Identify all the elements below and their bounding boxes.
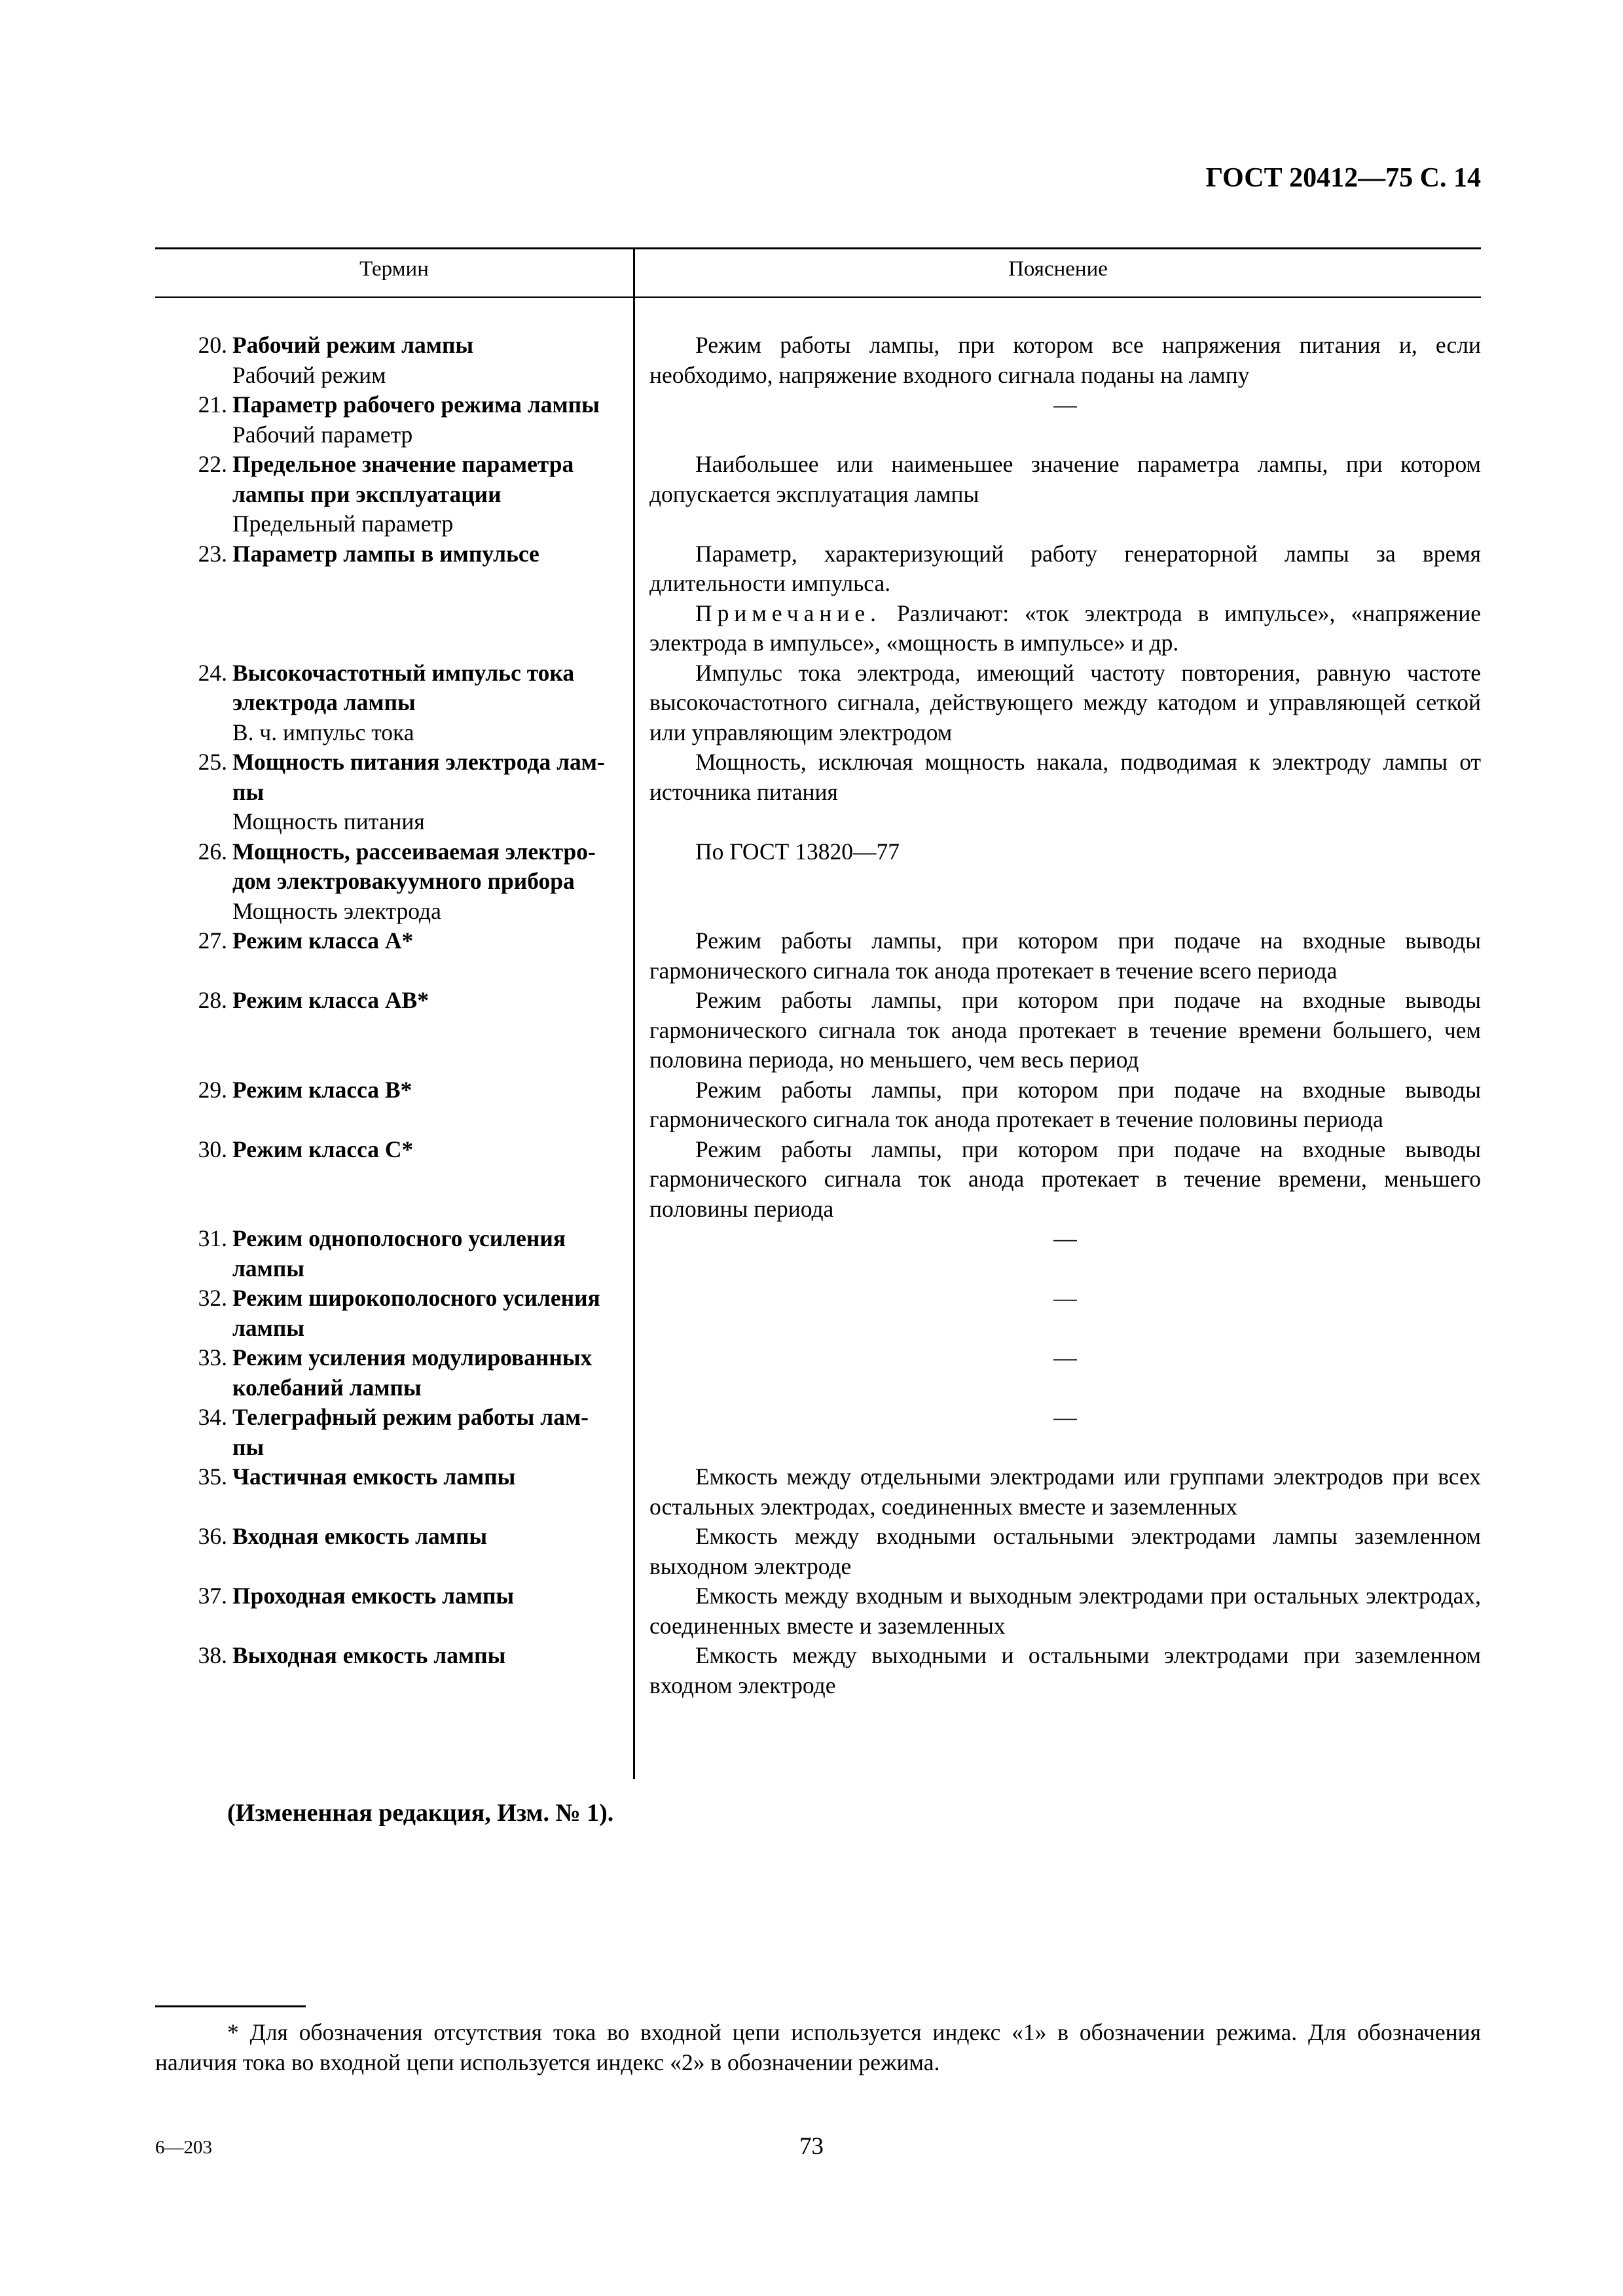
- term-cell: [155, 539, 633, 658]
- term-number: 24.: [198, 659, 227, 686]
- explanation-cell: [633, 1343, 1481, 1403]
- term-number: [185, 778, 232, 808]
- table-row: [155, 1581, 1481, 1641]
- term-line: [185, 1224, 620, 1254]
- table-header: [155, 247, 1481, 298]
- print-code: 6—203: [155, 2137, 212, 2158]
- term-line: [185, 1433, 620, 1463]
- term-line: [185, 1135, 620, 1165]
- term-line: [185, 1314, 620, 1344]
- explanation-text: Режим работы лампы, при котором все напряжения питания и, если необходимо, напряжение входного сигнала поданы на лампу: [649, 332, 1481, 388]
- term-number: [185, 480, 232, 510]
- term-cell: [155, 1522, 633, 1581]
- term-name: Режим класса В*: [232, 1076, 412, 1103]
- term-name: Параметр лампы в импульсе: [232, 540, 539, 567]
- term-name: Режим класса С*: [232, 1136, 414, 1162]
- term-cell: [155, 1462, 633, 1522]
- table-row: [155, 450, 1481, 539]
- term-cell: [155, 1343, 633, 1403]
- term-line: [185, 1075, 620, 1105]
- term-line: [185, 1641, 620, 1671]
- term-name: Входная емкость лампы: [232, 1523, 488, 1549]
- explanation-text: Режим работы лампы, при котором при подаче на входные выводы гармонического сигнала ток анода протекает в течение всего периода: [649, 927, 1481, 984]
- explanation-cell: [633, 539, 1481, 658]
- explanation-cell: [633, 1403, 1481, 1462]
- explanation-text: Мощность, исключая мощность накала, подводимая к электроду лампы от источника питания: [649, 749, 1481, 805]
- footnote: * Для обозначения отсутствия тока во входной цепи используется индекс «1» в обозначении режима. Для обозначения наличия тока во входной цепи используется индекс «2» в обозначении режима.: [155, 2019, 1481, 2075]
- term-line: [185, 926, 620, 956]
- term-line: [185, 450, 620, 480]
- term-number: 34.: [198, 1404, 227, 1430]
- explanation-cell: [633, 1135, 1481, 1225]
- explanation-text: Емкость между входными остальными электродами лампы заземленном выходном электроде: [649, 1523, 1481, 1579]
- term-line: [185, 1254, 620, 1284]
- term-number: 22.: [198, 451, 227, 477]
- note-label: Примечание.: [695, 600, 881, 626]
- table-row: [155, 390, 1481, 450]
- explanation-cell: [633, 1641, 1481, 1700]
- term-number: 21.: [198, 391, 227, 418]
- explanation-text: Режим работы лампы, при котором при подаче на входные выводы гармонического сигнала ток анода протекает в течение половины периода: [649, 1076, 1481, 1132]
- explanation-cell: [633, 1522, 1481, 1581]
- term-cell: [155, 837, 633, 927]
- term-line: [185, 1403, 620, 1433]
- term-cell: [155, 986, 633, 1075]
- term-number: 20.: [198, 332, 227, 358]
- term-name: Рабочий режим лампы: [232, 332, 474, 358]
- term-number: [185, 688, 232, 718]
- term-cell: [155, 1641, 633, 1700]
- table-row: [155, 1641, 1481, 1700]
- term-name: колебаний лампы: [232, 1374, 422, 1401]
- term-line: [185, 1283, 620, 1314]
- explanation-cell: [633, 1075, 1481, 1135]
- term-number: [185, 867, 232, 897]
- term-line: [185, 331, 620, 361]
- term-name: лампы: [232, 1314, 305, 1341]
- table-row: [155, 1403, 1481, 1462]
- term-name: лампы при эксплуатации: [232, 480, 501, 507]
- term-number: 30.: [198, 1136, 227, 1162]
- term-cell: [155, 1403, 633, 1462]
- term-number: 23.: [198, 540, 227, 567]
- note-text: Различают: «ток электрода в импульсе», «напряжение электрода в импульсе», «мощность в импульсе» и др.: [649, 600, 1481, 656]
- term-line: [185, 658, 620, 689]
- explanation-text: Режим работы лампы, при котором при подаче на входные выводы гармонического сигнала ток анода протекает в течение времени, меньшего половины периода: [649, 1136, 1481, 1222]
- term-line: [185, 1373, 620, 1403]
- explanation-cell: [633, 658, 1481, 748]
- table-body: [155, 298, 1481, 1700]
- table-row: [155, 747, 1481, 837]
- term-cell: [155, 1283, 633, 1343]
- term-cell: [155, 450, 633, 539]
- column-divider: [633, 247, 635, 1779]
- term-cell: [155, 747, 633, 837]
- terms-table: [155, 247, 1481, 1700]
- empty-explanation-dash: —: [1053, 391, 1077, 418]
- term-name: Параметр рабочего режима лампы: [232, 391, 600, 418]
- explanation-cell: [633, 1283, 1481, 1343]
- term-line: [185, 1522, 620, 1552]
- term-cell: [155, 926, 633, 986]
- term-line: [185, 1462, 620, 1492]
- term-cell: [155, 1075, 633, 1135]
- term-number: 31.: [198, 1225, 227, 1251]
- term-line: [185, 480, 620, 510]
- empty-explanation-dash: —: [1053, 1404, 1077, 1430]
- term-name: Мощность, рассеиваемая электро-: [232, 838, 596, 865]
- explanation-text: Наибольшее или наименьшее значение параметра лампы, при котором допускается эксплуатация лампы: [649, 451, 1481, 507]
- term-name: Режим однополосного усиления: [232, 1225, 566, 1251]
- term-name: Режим класса АВ*: [232, 987, 429, 1013]
- term-number: 32.: [198, 1285, 227, 1311]
- term-number: 28.: [198, 987, 227, 1013]
- term-number: [185, 1314, 232, 1344]
- term-name: Режим усиления модулированных: [232, 1344, 593, 1371]
- table-row: [155, 658, 1481, 748]
- term-number: 36.: [198, 1523, 227, 1549]
- term-short-form: Мощность электрода: [232, 897, 441, 924]
- term-cell: [155, 1581, 633, 1641]
- table-row: [155, 837, 1481, 927]
- term-number: 33.: [198, 1344, 227, 1371]
- explanation-cell: [633, 450, 1481, 539]
- term-name: Выходная емкость лампы: [232, 1642, 506, 1668]
- term-number: 37.: [198, 1583, 227, 1609]
- table-row: [155, 1462, 1481, 1522]
- term-number: 38.: [198, 1642, 227, 1668]
- explanation-text: Емкость между отдельными электродами или группами электродов при всех остальных электродах, соединенных вместе и заземленных: [649, 1463, 1481, 1520]
- term-name: дом электровакуумного прибора: [232, 868, 575, 894]
- explanation-cell: [633, 1224, 1481, 1283]
- explanation-cell: [633, 926, 1481, 986]
- explanation-cell: [633, 1581, 1481, 1641]
- table-row: [155, 1135, 1481, 1225]
- term-number: [185, 1433, 232, 1463]
- column-header-explanation: Пояснение: [1008, 257, 1108, 281]
- term-name: пы: [232, 778, 264, 805]
- term-name: Режим широкополосного усиления: [232, 1285, 600, 1311]
- table-row: [155, 539, 1481, 658]
- explanation-text: Импульс тока электрода, имеющий частоту повторения, равную частоте высокочастотного сигнала, действующего между катодом и управляющей сеткой или управляющим электродом: [649, 659, 1481, 745]
- term-line: [185, 867, 620, 897]
- term-name: Проходная емкость лампы: [232, 1583, 515, 1609]
- term-name: Предельное значение параметра: [232, 451, 574, 477]
- table-row: [155, 926, 1481, 986]
- term-cell: [155, 331, 633, 390]
- term-short-form: Рабочий параметр: [232, 421, 413, 448]
- term-name: Частичная емкость лампы: [232, 1463, 516, 1490]
- term-number: [185, 1254, 232, 1284]
- column-header-term: Термин: [359, 257, 429, 281]
- term-name: лампы: [232, 1255, 305, 1282]
- explanation-cell: [633, 390, 1481, 450]
- table-row: [155, 1343, 1481, 1403]
- term-line: [185, 1581, 620, 1611]
- empty-explanation-dash: —: [1053, 1285, 1077, 1311]
- term-number: 35.: [198, 1463, 227, 1490]
- table-row: [155, 1522, 1481, 1581]
- table-row: [155, 986, 1481, 1075]
- term-short-form: Рабочий режим: [232, 361, 386, 388]
- term-cell: [155, 1224, 633, 1283]
- amendment-note: (Измененная редакция, Изм. № 1).: [227, 1799, 614, 1827]
- term-line: [185, 747, 620, 778]
- term-cell: [155, 1135, 633, 1225]
- term-line: [185, 778, 620, 808]
- table-row: [155, 1224, 1481, 1283]
- explanation-text: Режим работы лампы, при котором при подаче на входные выводы гармонического сигнала ток анода протекает в течение времени большего, чем половина периода, но меньшего, чем весь период: [649, 987, 1481, 1073]
- term-line: [185, 688, 620, 718]
- explanation-cell: [633, 331, 1481, 390]
- term-short-form: Предельный параметр: [232, 511, 454, 537]
- explanation-note: [649, 599, 1481, 658]
- page-number: 73: [799, 2133, 824, 2160]
- explanation-text: Емкость между входным и выходным электродами при остальных электродах, соединенных вместе и заземленных: [649, 1583, 1481, 1639]
- explanation-text: Емкость между выходными и остальными электродами при заземленном входном электроде: [649, 1642, 1481, 1698]
- table-row: [155, 1283, 1481, 1343]
- term-number: 26.: [198, 838, 227, 865]
- term-number: [185, 1373, 232, 1403]
- term-line: [185, 837, 620, 867]
- explanation-text: По ГОСТ 13820—77: [695, 838, 900, 865]
- term-short-form: В. ч. импульс тока: [232, 719, 414, 745]
- term-short-form: Мощность питания: [232, 808, 425, 834]
- term-line: [185, 986, 620, 1016]
- term-number: 27.: [198, 927, 227, 954]
- explanation-cell: [633, 1462, 1481, 1522]
- explanation-cell: [633, 837, 1481, 927]
- term-cell: [155, 390, 633, 450]
- term-number: 29.: [198, 1076, 227, 1103]
- term-cell: [155, 658, 633, 748]
- footnote-rule: [155, 2005, 306, 2007]
- table-row: [155, 1075, 1481, 1135]
- term-name: Телеграфный режим работы лам-: [232, 1404, 589, 1430]
- term-name: пы: [232, 1433, 264, 1460]
- empty-explanation-dash: —: [1053, 1344, 1077, 1371]
- term-line: [185, 390, 620, 420]
- term-name: Высокочастотный импульс тока: [232, 659, 575, 686]
- term-name: Мощность питания электрода лам-: [232, 749, 605, 775]
- explanation-cell: [633, 747, 1481, 837]
- explanation-text: Параметр, характеризующий работу генераторной лампы за время длительности импульса.: [649, 540, 1481, 596]
- term-line: [185, 539, 620, 569]
- term-name: Режим класса А*: [232, 927, 414, 954]
- explanation-cell: [633, 986, 1481, 1075]
- table-row: [155, 331, 1481, 390]
- term-name: электрода лампы: [232, 689, 416, 715]
- term-line: [185, 1343, 620, 1373]
- empty-explanation-dash: —: [1053, 1225, 1077, 1251]
- page-header: ГОСТ 20412—75 С. 14: [1205, 163, 1481, 193]
- term-number: 25.: [198, 749, 227, 775]
